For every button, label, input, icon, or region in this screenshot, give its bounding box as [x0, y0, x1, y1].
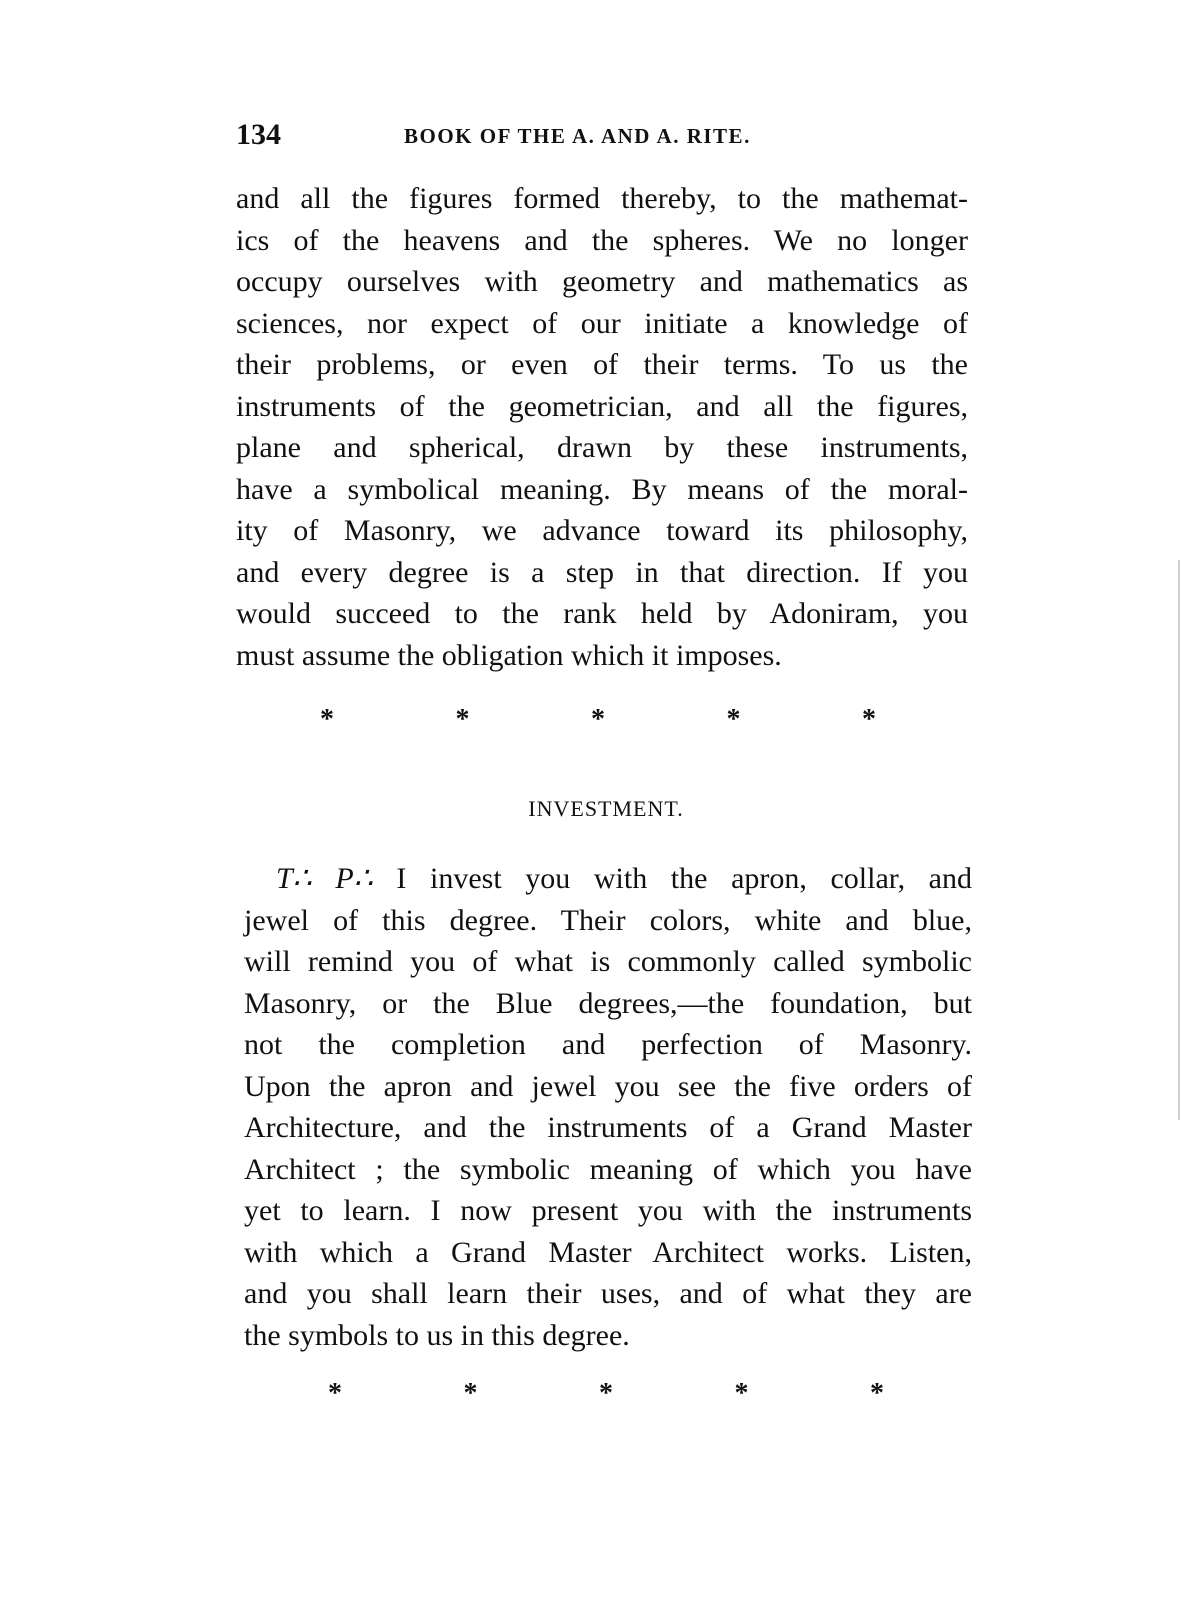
text-line: Architecture, and the instruments of a Grand Master [244, 1111, 972, 1144]
section-separator [320, 704, 876, 736]
section-heading: INVESTMENT. [528, 796, 684, 821]
asterisk: * [870, 1378, 884, 1409]
running-head [236, 118, 836, 158]
text-line: their problems, or even of their terms. To us the [236, 348, 968, 381]
text-line: and all the figures formed thereby, to the mathemat- [236, 182, 968, 215]
asterisk: * [591, 704, 605, 735]
text-line: the symbols to us in this degree. [244, 1318, 630, 1352]
asterisk: * [862, 704, 876, 735]
asterisk: * [726, 704, 741, 735]
text-line: with which a Grand Master Architect works. Listen, [244, 1235, 972, 1269]
text-line: and you shall learn their uses, and of what they are [244, 1277, 972, 1310]
paragraph-2 [244, 858, 972, 1356]
section-separator [328, 1378, 884, 1410]
text-fragment: I invest you with the apron, collar, and [372, 862, 972, 895]
text-line: Upon the apron and jewel you see the five orders of [244, 1069, 972, 1103]
text-line: jewel of this degree. Their colors, white and blue, [244, 903, 972, 937]
speaker-label: T∴ P∴ [276, 862, 373, 895]
asterisk: * [599, 1378, 613, 1409]
text-line: occupy ourselves with geometry and mathematics as [236, 265, 968, 298]
asterisk: * [320, 704, 334, 735]
text-line: ics of the heavens and the spheres. We no longer [236, 223, 968, 257]
text-line: and every degree is a step in that direction. If you [236, 555, 968, 589]
text-line: ity of Masonry, we advance toward its philosophy, [236, 514, 968, 547]
text-line: yet to learn. I now present you with the instruments [244, 1194, 972, 1227]
asterisk: * [734, 1378, 749, 1409]
asterisk: * [455, 704, 470, 735]
text-line-first [244, 858, 972, 900]
text-line: Masonry, or the Blue degrees,—the foundation, but [244, 986, 972, 1020]
scan-edge-mark [1178, 560, 1180, 1120]
text-line: instruments of the geometrician, and all the figures, [236, 389, 968, 423]
text-line: not the completion and perfection of Masonry. [244, 1028, 972, 1061]
text-line: sciences, nor expect of our initiate a knowledge of [236, 306, 968, 340]
running-title: BOOK OF THE A. AND A. RITE. [404, 124, 751, 148]
asterisk: * [463, 1378, 478, 1409]
text-line: Architect ; the symbolic meaning of which you have [244, 1152, 972, 1186]
text-line: would succeed to the rank held by Adoniram, you [236, 597, 968, 630]
text-line: plane and spherical, drawn by these instruments, [236, 431, 968, 464]
paragraph-1 [236, 178, 968, 676]
page-number: 134 [236, 118, 281, 151]
asterisk: * [328, 1378, 342, 1409]
text-line: will remind you of what is commonly called symbolic [244, 945, 972, 978]
text-line: must assume the obligation which it imposes. [236, 638, 782, 672]
text-line: have a symbolical meaning. By means of the moral- [236, 472, 968, 506]
